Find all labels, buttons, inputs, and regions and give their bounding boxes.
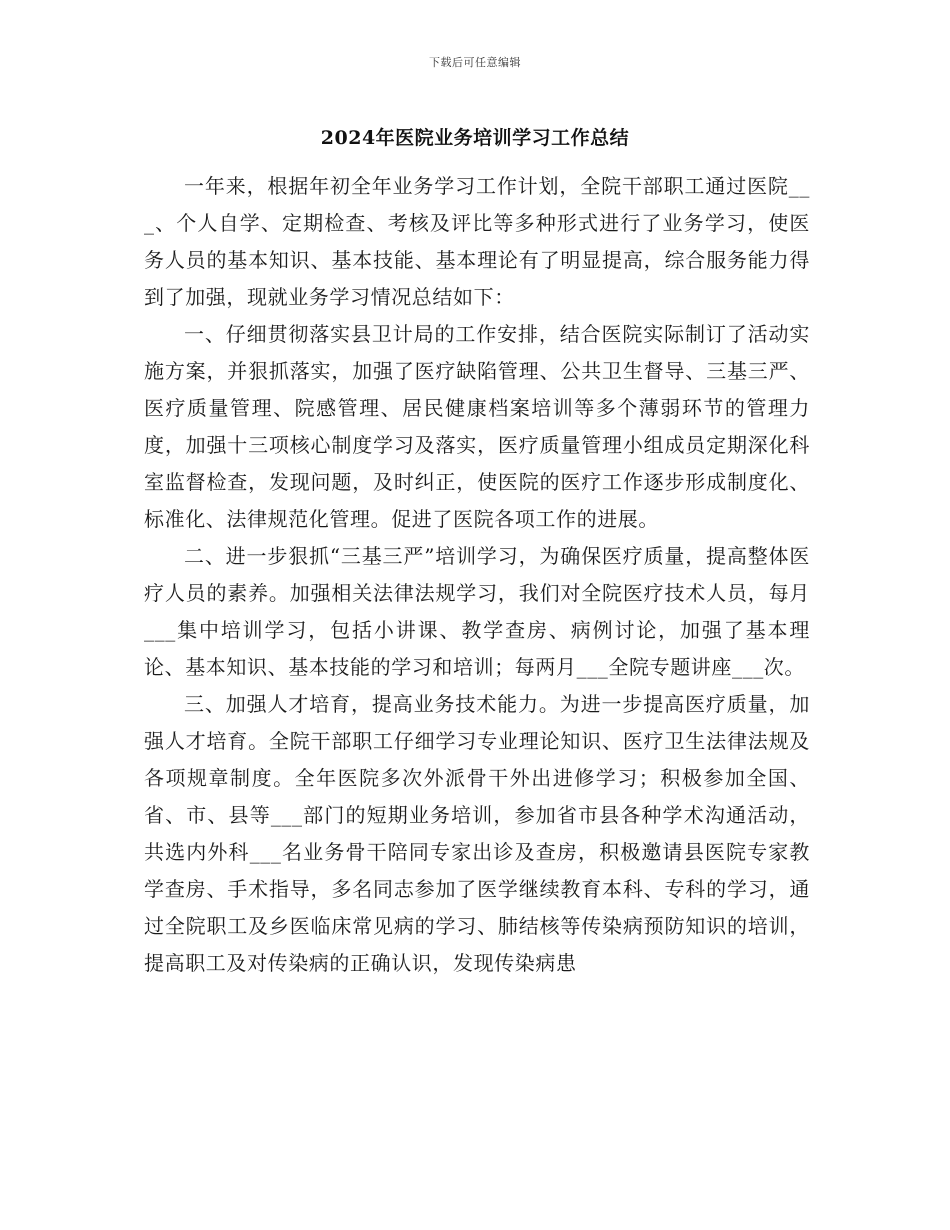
paragraph-intro: 一年来，根据年初全年业务学习工作计划，全院干部职工通过医院___、个人自学、定期检查、考核及评比等多种形式进行了业务学习，使医务人员的基本知识、基本技能、基本理论有了明显提高，综合服务能力得到了加强，现就业务学习情况总结如下： xyxy=(144,174,810,309)
paragraph-section-3: 三、加强人才培育，提高业务技术能力。为进一步提高医疗质量，加强人才培育。全院干部职工仔细学习专业理论知识、医疗卫生法律法规及各项规章制度。全年医院多次外派骨干外出进修学习；积极参加全国、省、市、县等___部门的短期业务培训，参加省市县各种学术沟通活动，共选内外科___名业务骨干陪同专家出诊及查房，积极邀请县医院专家教学查房、手术指导，多名同志参加了医学继续教育本科、专科的学习，通过全院职工及乡医临床常见病的学习、肺结核等传染病预防知识的培训，提高职工及对传染病的正确认识，发现传染病患 xyxy=(144,692,810,975)
header-note: 下载后可任意编辑 xyxy=(429,56,521,69)
document-title: 2024年医院业务培训学习工作总结 xyxy=(320,127,630,149)
paragraph-section-2: 二、进一步狠抓“三基三严”培训学习，为确保医疗质量，提高整体医疗人员的素养。加强相关法律法规学习，我们对全院医疗技术人员，每月___集中培训学习，包括小讲课、教学查房、病例讨论，加强了基本理论、基本知识、基本技能的学习和培训；每两月___全院专题讲座___次。 xyxy=(144,544,810,679)
document-body xyxy=(144,168,810,982)
paragraph-section-1: 一、仔细贯彻落实县卫计局的工作安排，结合医院实际制订了活动实施方案，并狠抓落实，加强了医疗缺陷管理、公共卫生督导、三基三严、医疗质量管理、院感管理、居民健康档案培训等多个薄弱环节的管理力度，加强十三项核心制度学习及落实，医疗质量管理小组成员定期深化科室监督检查，发现问题，及时纠正，使医院的医疗工作逐步形成制度化、标准化、法律规范化管理。促进了医院各项工作的进展。 xyxy=(144,322,810,531)
